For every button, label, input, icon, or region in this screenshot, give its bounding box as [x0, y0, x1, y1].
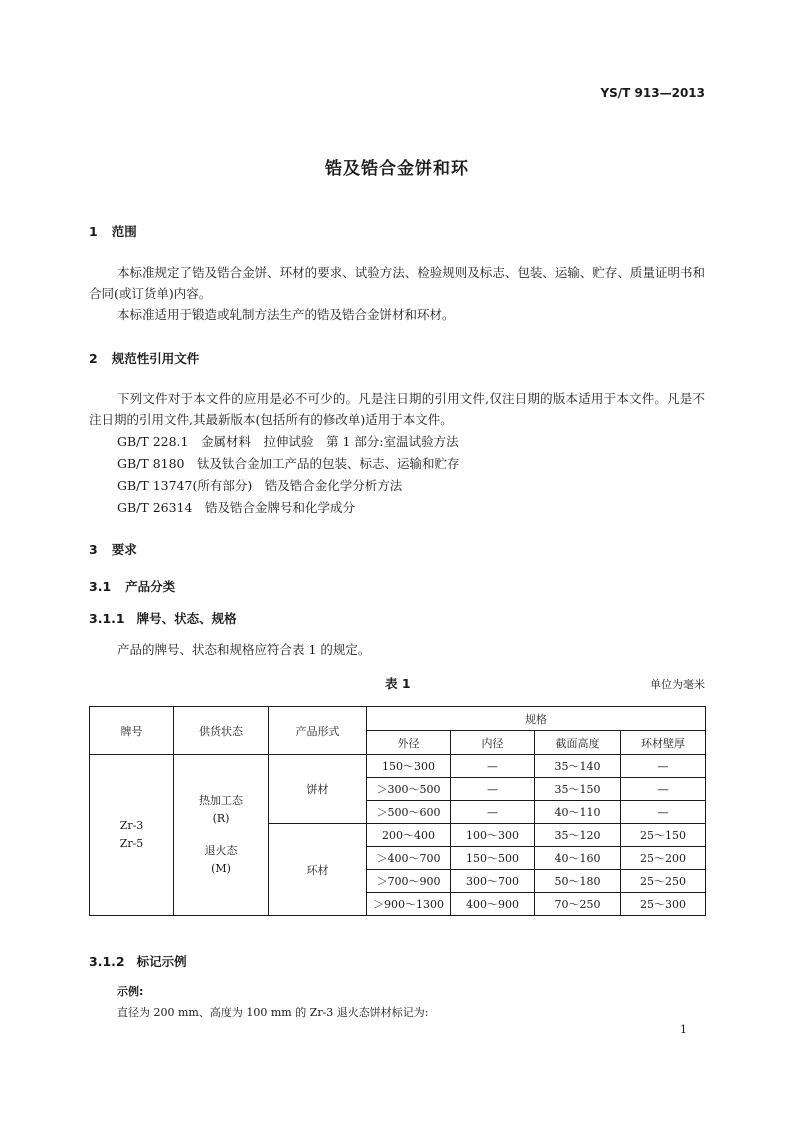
table-cell: —: [451, 801, 535, 824]
section-1-paragraph-1: 本标准规定了锆及锆合金饼、环材的要求、试验方法、检验规则及标志、包装、运输、贮存、质量证明书和合同(或订货单)内容。: [89, 265, 705, 301]
section-3-1-1-heading: [89, 609, 237, 627]
grade-value: Zr-5: [119, 837, 144, 850]
section-3-1-2-number: 3.1.2: [89, 954, 125, 969]
state-name: 退火态: [204, 844, 238, 857]
header-wall-thickness: 环材壁厚: [621, 731, 706, 755]
standard-number: YS/T 913—2013: [600, 86, 705, 100]
section-2-paragraph-1: 下列文件对于本文件的应用是必不可少的。凡是注日期的引用文件,仅注日期的版本适用于本文件。凡是不注日期的引用文件,其最新版本(包括所有的修改单)适用于本文件。: [89, 391, 705, 427]
section-3-1-2-heading: [89, 952, 187, 970]
table-cell: 25～200: [621, 847, 706, 870]
section-3-title: 要求: [111, 542, 137, 557]
header-spec: 规格: [367, 707, 706, 731]
table-caption: 表 1: [385, 676, 411, 691]
table-cell: 25～150: [621, 824, 706, 847]
table-unit: 单位为毫米: [650, 678, 705, 691]
header-section-height: 截面高度: [535, 731, 621, 755]
section-3-1-number: 3.1: [89, 579, 112, 594]
spec-table: [89, 706, 706, 916]
header-grade: 牌号: [90, 707, 174, 755]
section-2-heading: [89, 349, 199, 367]
example-text: 直径为 200 mm、高度为 100 mm 的 Zr-3 退火态饼材标记为:: [117, 1006, 429, 1019]
table-cell: 35～150: [535, 778, 621, 801]
table-cell: 300～700: [451, 870, 535, 893]
reference-item: GB/T 8180 钛及钛合金加工产品的包装、标志、运输和贮存: [117, 456, 460, 471]
table-cell: 25～250: [621, 870, 706, 893]
section-1-heading: [89, 222, 137, 240]
table-cell: 35～120: [535, 824, 621, 847]
reference-item: GB/T 228.1 金属材料 拉伸试验 第 1 部分:室温试验方法: [117, 434, 459, 449]
section-3-1-2-title: 标记示例: [136, 954, 187, 969]
example-label: 示例:: [117, 985, 144, 998]
grade-value: Zr-3: [119, 819, 144, 832]
section-3-1-1-title: 牌号、状态、规格: [136, 611, 237, 626]
header-form: 产品形式: [269, 707, 367, 755]
table-cell: 50～180: [535, 870, 621, 893]
table-cell: 150～500: [451, 847, 535, 870]
section-3-1-title: 产品分类: [125, 579, 176, 594]
table-cell: 25～300: [621, 893, 706, 916]
section-3-heading: [89, 540, 137, 558]
table-cell: ＞700～900: [367, 870, 451, 893]
table-cell: 70～250: [535, 893, 621, 916]
table-cell: ＞300～500: [367, 778, 451, 801]
reference-item: GB/T 13747(所有部分) 锆及锆合金化学分析方法: [117, 478, 403, 493]
table-cell: 400～900: [451, 893, 535, 916]
section-1-paragraph-2: 本标准适用于锻造或轧制方法生产的锆及锆合金饼材和环材。: [117, 307, 455, 322]
section-3-1-1-number: 3.1.1: [89, 611, 125, 626]
table-cell: ＞900～1300: [367, 893, 451, 916]
section-1-title: 范围: [111, 224, 137, 239]
table-cell: 200～400: [367, 824, 451, 847]
table-cell: 40～160: [535, 847, 621, 870]
table-cell: 35～140: [535, 755, 621, 778]
state-cell: [174, 755, 269, 916]
section-2-title: 规范性引用文件: [111, 351, 200, 366]
form-ring-cell: 环材: [269, 824, 367, 916]
state-code: (R): [212, 812, 230, 825]
grade-cell: [90, 755, 174, 916]
table-cell: ＞500～600: [367, 801, 451, 824]
table-row: [90, 755, 706, 778]
section-1-number: 1: [89, 224, 98, 239]
table-cell: —: [451, 755, 535, 778]
table-cell: —: [621, 801, 706, 824]
state-name: 热加工态: [199, 794, 243, 807]
section-3-1-1-paragraph: 产品的牌号、状态和规格应符合表 1 的规定。: [117, 642, 371, 657]
page-number: 1: [680, 1023, 687, 1036]
header-inner-diameter: 内径: [451, 731, 535, 755]
form-disc-cell: 饼材: [269, 755, 367, 824]
document-title: 锆及锆合金饼和环: [325, 159, 469, 179]
table-cell: 40～110: [535, 801, 621, 824]
section-2-number: 2: [89, 351, 98, 366]
reference-item: GB/T 26314 锆及锆合金牌号和化学成分: [117, 500, 355, 515]
table-cell: —: [621, 778, 706, 801]
table-cell: 150～300: [367, 755, 451, 778]
section-3-1-heading: [89, 577, 175, 595]
table-cell: 100～300: [451, 824, 535, 847]
table-cell: —: [451, 778, 535, 801]
header-outer-diameter: 外径: [367, 731, 451, 755]
section-3-number: 3: [89, 542, 98, 557]
table-cell: —: [621, 755, 706, 778]
state-code: (M): [211, 862, 231, 875]
table-cell: ＞400～700: [367, 847, 451, 870]
header-state: 供货状态: [174, 707, 269, 755]
